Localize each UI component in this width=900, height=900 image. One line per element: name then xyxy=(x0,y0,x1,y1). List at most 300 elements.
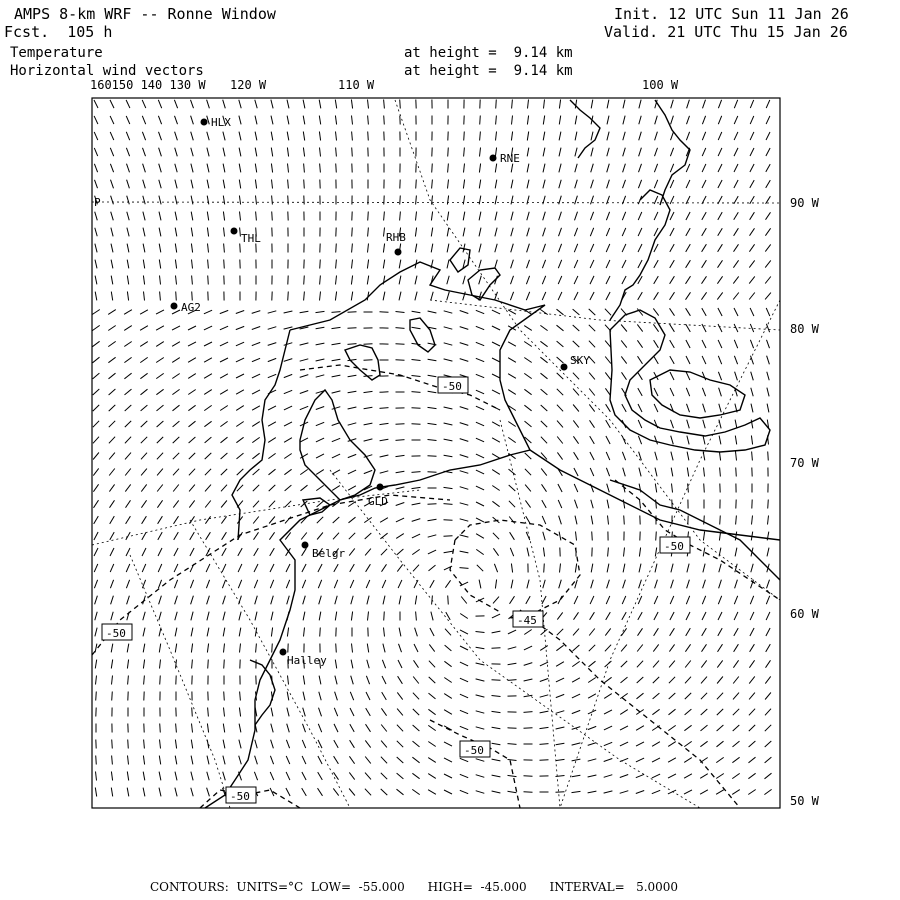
wind-arrow xyxy=(239,116,241,125)
wind-arrow xyxy=(94,100,98,108)
wind-arrow xyxy=(750,212,755,220)
wind-arrow xyxy=(701,292,706,299)
wind-arrow xyxy=(701,693,707,699)
wind-arrow xyxy=(541,468,547,475)
wind-arrow xyxy=(127,260,129,269)
wind-arrow xyxy=(528,100,529,109)
wind-arrow xyxy=(156,358,164,363)
wind-arrow xyxy=(304,276,305,285)
wind-arrow xyxy=(589,661,596,667)
wind-arrow xyxy=(511,260,514,269)
wind-arrow xyxy=(655,436,658,445)
wind-arrow xyxy=(428,375,437,377)
wind-arrow xyxy=(638,228,642,236)
wind-arrow xyxy=(381,757,387,764)
wind-arrow xyxy=(766,180,771,188)
wind-arrow xyxy=(704,516,705,525)
wind-arrow xyxy=(608,548,609,557)
wind-arrow xyxy=(191,132,194,141)
wind-arrow xyxy=(175,740,176,749)
wind-arrow xyxy=(606,404,611,412)
wind-arrow xyxy=(286,772,290,780)
wind-arrow xyxy=(142,548,146,556)
wind-arrow xyxy=(143,612,145,621)
wind-arrow xyxy=(381,773,387,779)
wind-arrow xyxy=(748,773,755,778)
wind-arrow xyxy=(320,260,321,269)
wind-arrow xyxy=(733,660,738,667)
contour-label: -45 xyxy=(517,614,537,627)
wind-arrow xyxy=(222,532,227,540)
wind-arrow xyxy=(429,693,436,699)
wind-arrow xyxy=(143,660,144,669)
wind-arrow xyxy=(190,532,195,540)
wind-arrow xyxy=(444,504,453,505)
wind-arrow xyxy=(652,774,660,778)
wind-arrow xyxy=(127,180,130,189)
wind-arrow xyxy=(159,644,160,653)
wind-arrow xyxy=(316,454,324,458)
wind-arrow xyxy=(319,100,321,109)
wind-arrow xyxy=(351,292,352,301)
wind-arrow xyxy=(655,148,658,156)
wind-arrow xyxy=(108,326,115,331)
wind-arrow xyxy=(734,116,738,124)
wind-arrow xyxy=(767,580,770,589)
wind-arrow xyxy=(239,708,240,717)
wind-arrow xyxy=(381,741,387,748)
wind-arrow xyxy=(364,360,373,361)
wind-arrow xyxy=(236,390,244,394)
wind-arrow xyxy=(428,535,437,537)
wind-arrow xyxy=(686,292,691,299)
wind-arrow xyxy=(95,628,97,637)
wind-arrow xyxy=(670,612,674,620)
wind-arrow xyxy=(460,568,469,569)
wind-arrow xyxy=(686,356,690,364)
wind-arrow xyxy=(638,180,641,188)
wind-arrow xyxy=(572,743,581,745)
wind-arrow xyxy=(205,485,211,492)
wind-arrow xyxy=(687,100,690,109)
wind-arrow xyxy=(316,485,323,490)
wind-arrow xyxy=(175,628,177,637)
wind-arrow xyxy=(140,310,148,314)
wind-arrow xyxy=(684,790,692,794)
wind-arrow xyxy=(717,741,724,747)
wind-arrow xyxy=(719,580,722,589)
lon-label-120w: 120 W xyxy=(230,78,267,92)
wind-arrow xyxy=(702,180,706,188)
wind-arrow xyxy=(205,516,210,523)
wind-arrow xyxy=(540,760,549,761)
wind-arrow xyxy=(397,773,404,779)
wind-arrow xyxy=(159,148,162,157)
wind-arrow xyxy=(110,148,113,156)
wind-arrow xyxy=(558,484,562,492)
wind-arrow xyxy=(735,436,736,445)
height-label-2: at height = 9.14 km xyxy=(404,63,573,79)
wind-arrow xyxy=(620,791,629,794)
wind-arrow xyxy=(125,421,131,427)
wind-arrow xyxy=(303,148,304,157)
wind-arrow xyxy=(348,407,357,409)
wind-arrow xyxy=(93,437,99,444)
wind-arrow xyxy=(269,469,276,475)
wind-arrow xyxy=(413,709,419,715)
forecast-hour: Fcst. 105 h xyxy=(4,23,113,41)
wind-arrow xyxy=(352,244,353,253)
wind-arrow xyxy=(272,180,273,189)
wind-arrow xyxy=(749,693,755,700)
wind-arrow xyxy=(575,132,577,141)
wind-arrow xyxy=(589,629,595,636)
wind-arrow xyxy=(541,437,547,444)
wind-arrow xyxy=(573,341,580,347)
wind-arrow xyxy=(272,644,273,653)
wind-arrow xyxy=(656,532,657,541)
wind-arrow xyxy=(480,148,481,157)
wind-arrow xyxy=(670,324,675,332)
wind-arrow xyxy=(750,180,754,188)
wind-arrow xyxy=(687,420,690,429)
wind-arrow xyxy=(557,452,562,459)
wind-arrow xyxy=(718,228,723,236)
wind-arrow xyxy=(93,468,98,475)
wind-arrow xyxy=(591,580,594,589)
wind-arrow xyxy=(429,644,434,651)
wind-arrow xyxy=(236,374,244,378)
wind-arrow xyxy=(508,791,517,792)
wind-arrow xyxy=(207,596,210,605)
wind-arrow xyxy=(93,373,100,379)
wind-arrow xyxy=(142,564,146,572)
wind-arrow xyxy=(95,596,98,605)
wind-arrow xyxy=(717,292,722,299)
wind-arrow xyxy=(303,724,306,732)
wind-arrow xyxy=(718,100,721,108)
wind-arrow xyxy=(718,148,722,156)
wind-arrow xyxy=(156,310,164,314)
wind-arrow xyxy=(334,708,337,716)
wind-arrow xyxy=(140,326,148,331)
wind-arrow xyxy=(479,196,481,205)
wind-arrow xyxy=(397,692,402,699)
wind-arrow xyxy=(111,228,113,237)
wind-arrow xyxy=(286,756,290,764)
wind-arrow xyxy=(287,116,289,125)
wind-arrow xyxy=(540,662,548,666)
wind-arrow xyxy=(652,742,660,747)
wind-arrow xyxy=(703,580,706,589)
lon-label-100w: 100 W xyxy=(642,78,679,92)
wind-arrow xyxy=(110,532,114,540)
wind-arrow xyxy=(765,228,770,235)
wind-arrow xyxy=(558,596,562,604)
wind-arrow xyxy=(127,644,129,653)
wind-arrow xyxy=(127,196,130,205)
wind-arrow xyxy=(271,116,273,125)
wind-arrow xyxy=(605,645,611,652)
wind-arrow xyxy=(493,597,499,604)
wind-arrow xyxy=(476,534,484,539)
wind-arrow xyxy=(286,740,289,748)
wind-arrow xyxy=(765,244,770,251)
contour-label: -50 xyxy=(464,744,484,757)
wind-arrow xyxy=(188,390,195,395)
wind-arrow xyxy=(304,628,305,637)
wind-arrow xyxy=(318,772,323,780)
wind-arrow xyxy=(110,500,115,507)
wind-arrow xyxy=(126,132,129,140)
wind-arrow xyxy=(204,358,212,362)
wind-arrow xyxy=(159,212,161,221)
wind-arrow xyxy=(606,260,610,268)
wind-arrow xyxy=(654,180,657,188)
wind-arrow xyxy=(189,500,194,507)
wind-arrow xyxy=(204,374,212,379)
wind-arrow xyxy=(702,244,707,252)
wind-arrow xyxy=(464,148,465,157)
wind-arrow xyxy=(654,260,658,268)
wind-arrow xyxy=(544,100,545,109)
wind-arrow xyxy=(431,244,433,253)
wind-arrow xyxy=(415,276,417,285)
wind-arrow xyxy=(476,647,485,649)
wind-arrow xyxy=(621,645,627,652)
wind-arrow xyxy=(735,532,736,541)
wind-arrow xyxy=(110,116,114,124)
wind-arrow xyxy=(749,244,754,251)
wind-arrow xyxy=(126,116,130,124)
wind-arrow xyxy=(351,660,353,669)
wind-arrow xyxy=(254,532,259,539)
wind-arrow xyxy=(143,772,145,781)
wind-arrow xyxy=(654,276,659,284)
wind-arrow xyxy=(638,436,641,444)
wind-arrow xyxy=(589,404,594,411)
wind-arrow xyxy=(333,517,340,523)
right-label-90w: 90 W xyxy=(790,196,819,210)
wind-arrow xyxy=(349,772,354,779)
wind-arrow xyxy=(143,244,145,253)
wind-arrow xyxy=(238,548,242,556)
wind-arrow xyxy=(236,326,244,329)
wind-arrow xyxy=(412,773,419,778)
wind-arrow xyxy=(158,532,162,540)
wind-arrow xyxy=(220,390,228,395)
wind-arrow xyxy=(399,276,401,285)
wind-arrow xyxy=(495,244,497,253)
wind-arrow xyxy=(174,532,179,540)
wind-arrow xyxy=(127,164,130,173)
wind-arrow xyxy=(733,709,739,715)
wind-arrow xyxy=(732,757,739,762)
wind-arrow xyxy=(508,744,517,745)
wind-arrow xyxy=(572,775,581,777)
wind-arrow xyxy=(492,775,501,777)
wind-arrow xyxy=(191,212,193,221)
wind-arrow xyxy=(397,741,403,747)
wind-arrow xyxy=(702,132,705,140)
wind-arrow xyxy=(751,356,754,365)
wind-arrow xyxy=(492,696,501,697)
wind-arrow xyxy=(558,244,561,252)
wind-arrow xyxy=(285,501,291,507)
wind-arrow xyxy=(253,469,260,475)
wind-arrow xyxy=(766,596,769,604)
height-label-1: at height = 9.14 km xyxy=(404,45,573,61)
wind-arrow xyxy=(207,180,209,189)
wind-arrow xyxy=(111,212,114,221)
wind-arrow xyxy=(508,775,517,776)
wind-arrow xyxy=(239,100,241,109)
wind-arrow xyxy=(428,391,437,392)
wind-arrow xyxy=(464,164,465,173)
wind-arrow xyxy=(460,614,468,619)
wind-arrow xyxy=(702,164,706,172)
wind-arrow xyxy=(638,612,642,620)
station-rne[interactable] xyxy=(490,152,520,165)
wind-arrow xyxy=(623,564,625,573)
wind-arrow xyxy=(476,711,485,713)
wind-arrow xyxy=(574,612,579,619)
wind-arrow xyxy=(287,148,288,157)
wind-arrow xyxy=(94,148,97,156)
wind-arrow xyxy=(207,724,208,733)
wind-arrow xyxy=(416,180,417,189)
wind-arrow xyxy=(207,196,209,205)
wind-arrow xyxy=(366,676,369,684)
wind-arrow xyxy=(191,196,193,205)
wind-arrow xyxy=(173,453,179,459)
wind-arrow xyxy=(447,212,448,221)
wind-arrow xyxy=(416,196,417,205)
wind-arrow xyxy=(302,580,305,588)
wind-arrow xyxy=(239,740,241,749)
wind-arrow xyxy=(590,420,595,427)
wind-arrow xyxy=(544,564,545,573)
station-belgr[interactable] xyxy=(302,542,346,561)
wind-arrow xyxy=(125,469,131,476)
wind-arrow xyxy=(349,548,355,555)
wind-arrow xyxy=(93,405,99,411)
wind-arrow xyxy=(300,311,309,313)
wind-arrow xyxy=(476,310,484,313)
wind-arrow xyxy=(702,212,706,220)
wind-arrow xyxy=(749,660,754,667)
wind-arrow xyxy=(476,486,484,490)
wind-arrow xyxy=(559,228,562,236)
wind-arrow xyxy=(316,343,325,345)
wind-arrow xyxy=(718,628,722,636)
wind-arrow xyxy=(750,164,754,172)
wind-arrow xyxy=(508,663,517,664)
wind-arrow xyxy=(734,100,737,108)
wind-arrow xyxy=(284,390,292,393)
wind-arrow xyxy=(236,422,243,427)
wind-arrow xyxy=(718,308,722,316)
wind-arrow xyxy=(143,164,146,173)
contour-labels xyxy=(102,377,690,803)
wind-arrow xyxy=(575,180,578,189)
wind-arrow xyxy=(415,244,417,253)
wind-arrow xyxy=(748,790,755,795)
wind-arrow xyxy=(189,485,195,492)
wind-arrow xyxy=(160,292,161,301)
wind-arrow xyxy=(444,359,453,361)
wind-arrow xyxy=(540,341,547,346)
wind-arrow xyxy=(192,292,193,301)
wind-arrow xyxy=(654,292,659,300)
wind-arrow xyxy=(623,164,626,173)
wind-arrow xyxy=(686,244,691,252)
wind-arrow xyxy=(364,439,373,441)
wind-arrow xyxy=(382,564,387,571)
wind-arrow xyxy=(175,164,177,173)
wind-arrow xyxy=(639,468,641,477)
wind-arrow xyxy=(751,564,753,573)
station-rhb[interactable] xyxy=(386,231,406,256)
wind-arrow xyxy=(110,132,114,140)
station-sky[interactable] xyxy=(561,354,591,371)
wind-arrow xyxy=(556,694,564,697)
wind-arrow xyxy=(524,326,532,331)
wind-arrow xyxy=(447,260,449,269)
wind-arrow xyxy=(270,564,274,572)
wind-arrow xyxy=(639,148,642,157)
wind-arrow xyxy=(543,580,545,589)
wind-arrow xyxy=(332,312,341,313)
wind-arrow xyxy=(109,453,115,460)
wind-arrow xyxy=(380,533,387,539)
wind-arrow xyxy=(540,744,549,745)
wind-arrow xyxy=(287,132,289,141)
wind-arrow xyxy=(702,340,706,348)
wind-arrow xyxy=(352,148,353,157)
wind-arrow xyxy=(350,740,355,748)
wind-arrow xyxy=(320,276,321,285)
wind-arrow xyxy=(336,276,337,285)
wind-arrow xyxy=(332,454,340,458)
station-label: RHB xyxy=(386,231,406,244)
wind-arrow xyxy=(512,116,513,125)
wind-arrow xyxy=(239,148,241,157)
wind-arrow xyxy=(752,452,753,461)
wind-arrow xyxy=(382,660,385,668)
wind-arrow xyxy=(733,276,738,283)
wind-arrow xyxy=(319,708,322,717)
wind-arrow xyxy=(302,756,306,764)
wind-arrow xyxy=(654,404,658,412)
wind-arrow xyxy=(336,164,337,173)
wind-arrow xyxy=(399,644,402,652)
wind-arrow xyxy=(364,407,373,408)
wind-arrow xyxy=(428,440,437,441)
wind-arrow xyxy=(428,758,436,763)
wind-arrow xyxy=(428,407,437,408)
wind-arrow xyxy=(720,516,721,525)
station-thl[interactable] xyxy=(231,228,262,246)
station-hlx[interactable] xyxy=(201,116,232,129)
wind-arrow xyxy=(336,244,337,253)
wind-arrow xyxy=(765,676,770,683)
wind-arrow xyxy=(352,644,353,653)
wind-arrow xyxy=(606,276,610,284)
wind-arrow xyxy=(367,596,369,605)
wind-arrow xyxy=(509,469,516,475)
wind-arrow xyxy=(284,374,292,377)
